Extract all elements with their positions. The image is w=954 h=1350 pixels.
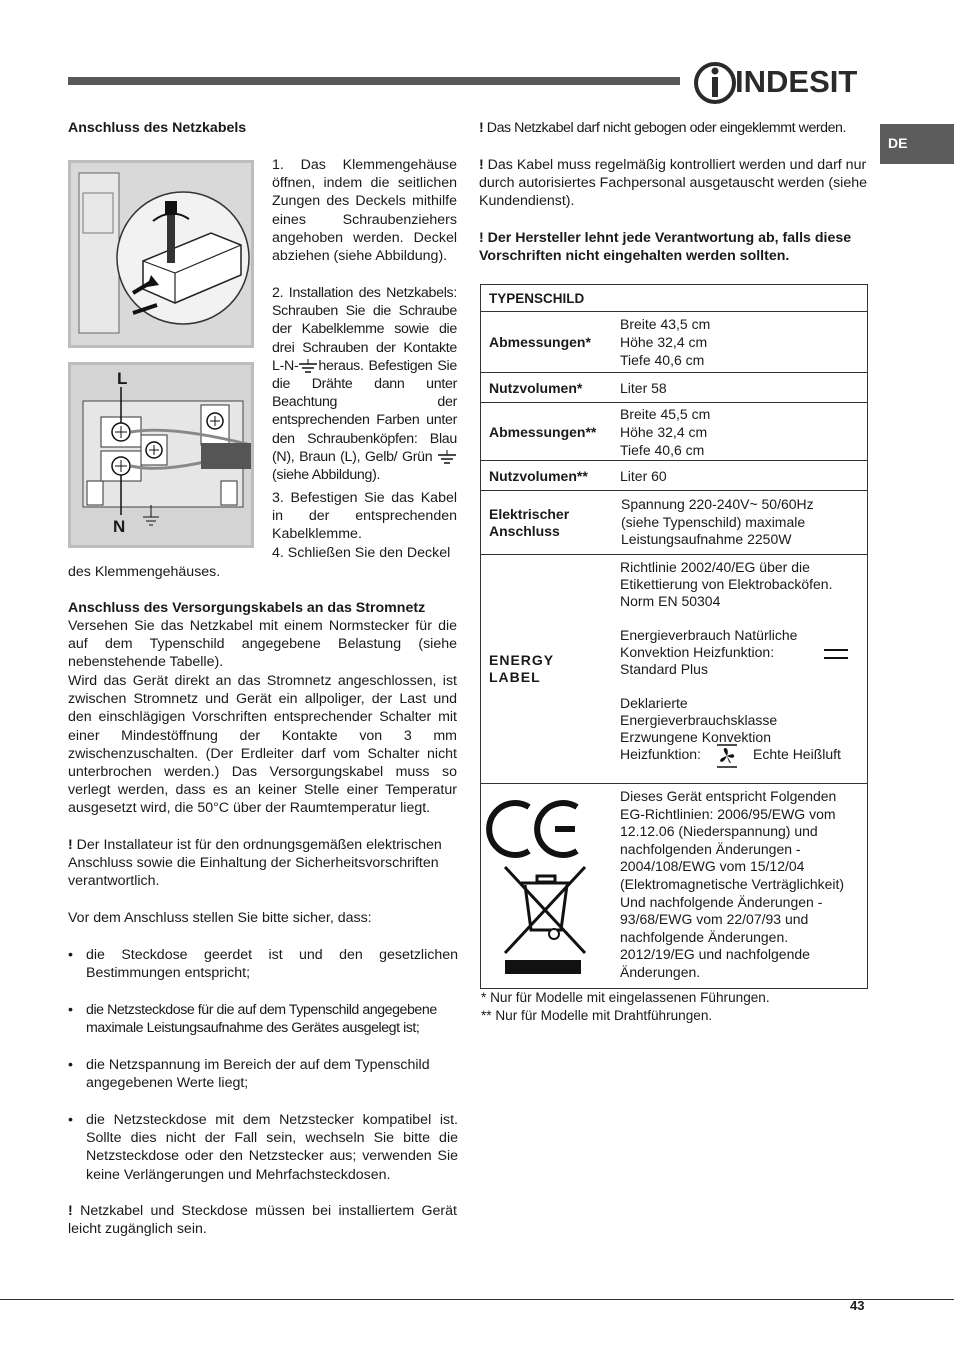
mains-para-2: Wird das Gerät direkt an das Stromnetz angeschlossen, ist zwischen Stromnetz und Gerät ein allpoliger, der Last und den einschlägigen Vorschriften entsprechender Schalter mit einer Mindestöffnung der Kontakte von 3 mm zwischenzuschalten. (Der Erdleiter darf vom Schalter nicht unterbrochen werden.) Das Versorgungskabel muss so verlegt werden, dass es an keiner Stelle einer Temperatur ausgesetzt wird, die 50°C über der Raumtemperatur liegt. [68, 673, 457, 817]
warning-mark: ! [68, 1203, 73, 1219]
list-item [68, 946, 458, 982]
cable-bend-warning-text: Das Netzkabel darf nicht gebogen oder eingeklemmt werden. [483, 120, 846, 136]
value-line: Liter 60 [620, 467, 667, 484]
footnote-2: ** Nur für Modelle mit Drahtführungen. [481, 1008, 713, 1023]
warning-mark: ! [479, 157, 484, 173]
footer-rule [0, 1299, 954, 1300]
compliance-symbols [481, 784, 621, 989]
bullet-icon: • [68, 1057, 73, 1073]
step-2-part1: 2. Installation des Netzkabels: Schrauben Sie die Schraube der Kabelklemme sowie die drei Schrauben der Kontakte L-N- [272, 285, 457, 374]
checklist-intro: Vor dem Anschluss stellen Sie bitte sicher, dass: [68, 910, 372, 926]
row-label-text: Elektrischer Anschluss [489, 505, 570, 539]
step-2-part2: heraus. Befestigen Sie die Drähte dann unter Beachtung der entsprechenden Farben unter den Schraubenköpfen: Blau (N), Braun (L), Gelb/ Grün [272, 357, 457, 465]
figure-terminal-box [68, 160, 254, 348]
value-line: Tiefe 40,6 cm [620, 352, 705, 368]
value-line: Höhe 32,4 cm [620, 423, 708, 440]
brand-wordmark: INDESIT [735, 64, 858, 99]
access-warning-text: Netzkabel und Steckdose müssen bei installiertem Gerät leicht zugänglich sein. [68, 1203, 457, 1238]
section-heading-mains: Anschluss des Versorgungskabels an das Stromnetz [68, 600, 426, 616]
footnote-1: * Nur für Modelle mit eingelassenen Führungen. [481, 990, 770, 1005]
table-row [481, 491, 868, 555]
value-line: Höhe 32,4 cm [620, 334, 708, 350]
cable-bend-warning [479, 119, 879, 137]
energy-label-value [620, 555, 868, 784]
list-item [68, 1111, 458, 1184]
language-tab: DE [880, 124, 954, 164]
row-value [620, 491, 868, 555]
list-item-text: die Netzspannung im Bereich der auf dem Typenschild angegebenen Werte liegt; [86, 1057, 430, 1092]
compliance-text-body: Dieses Gerät entspricht Folgenden EG-Richtlinien: 2006/95/EWG vom 12.12.06 (Niederspannung) und nachfolgenden Änderungen - 2004/108/EWG vom 15/12/04 (Elektromagnetische Verträglichkeit) Und nachfolgende Änderungen - 93/68/EWG vom 22/07/93 und nachfolgende Änderungen. 2012/19/EG und nachfolgende Änderungen. [620, 788, 845, 980]
energy-directive-text: Richtlinie 2002/40/EG über die Etikettierung von Elektrobacköfen. Norm EN 50304 [620, 559, 833, 609]
row-label: Abmessungen** [481, 403, 621, 461]
step-1-text: 1. Das Klemmengehäuse öffnen, indem die seitlichen Zungen des Deckels mithilfe eines Schraubenziehers angehoben werden. Deckel abziehen (siehe Abbildung). [272, 157, 457, 265]
step-3-text: 3. Befestigen Sie das Kabel in der entsprechenden Kabelklemme. [272, 490, 457, 543]
row-label: Nutzvolumen** [481, 461, 621, 491]
list-item-text: die Steckdose geerdet ist und den gesetzlichen Bestimmungen entspricht; [86, 947, 458, 982]
row-label [481, 491, 621, 555]
conventional-heating-icon [824, 647, 848, 659]
section-heading-cable: Anschluss des Netzkabels [68, 120, 247, 136]
row-label [481, 555, 621, 784]
liability-warning: ! Der Hersteller lehnt jede Verantwortung ab, falls diese Vorschriften nicht eingehalten werden sollten. [479, 230, 852, 265]
value-line: (siehe Typenschild) maximale [621, 513, 806, 530]
value-line: Breite 45,5 cm [620, 405, 711, 422]
rating-plate-table [480, 284, 868, 989]
compliance-row [481, 784, 868, 989]
table-row [481, 373, 868, 403]
step-2-part3: (siehe Abbildung). [272, 467, 381, 484]
row-label: Nutzvolumen* [481, 373, 621, 403]
row-value [620, 312, 868, 373]
row-label: Abmessungen* [481, 312, 621, 373]
access-warning [68, 1202, 457, 1238]
energy-forced-text: Deklarierte Energieverbrauchsklasse Erzwungene Konvektion Heizfunktion: [620, 695, 778, 762]
table-row [481, 403, 868, 461]
cable-check-warning-text: Das Kabel muss regelmäßig kontrolliert werden und darf nur durch autorisiertes Fachpersonal ausgetauscht werden (siehe Kundendienst). [479, 157, 868, 210]
warning-mark: ! [479, 120, 484, 136]
page-number: 43 [850, 1298, 865, 1313]
table-header-row [481, 285, 868, 312]
energy-forced-class: Echte Heißluft [753, 746, 841, 762]
value-line: Breite 43,5 cm [620, 316, 711, 332]
energy-natural-convection [620, 627, 820, 661]
list-item [68, 1001, 458, 1037]
step-4-text: 4. Schließen Sie den Deckel [272, 545, 451, 561]
list-item-text: die Netzsteckdose für die auf dem Typenschild angegebene maximale Leistungsaufnahme des Gerätes ausgelegt ist; [86, 1002, 437, 1037]
table-row [481, 312, 868, 373]
bullet-icon: • [68, 1002, 73, 1018]
value-line: Tiefe 40,6 cm [620, 441, 705, 458]
bullet-icon: • [68, 947, 73, 963]
installer-warning-text: Der Installateur ist für den ordnungsgemäßen elektrischen Anschluss sowie die Einhaltung der Sicherheitsvorschriften verantwortlich. [68, 837, 442, 890]
value-line: Liter 58 [620, 379, 667, 396]
label-N: N [113, 517, 126, 536]
energy-natural-text: Energieverbrauch Natürliche Konvektion Heizfunktion: [620, 627, 798, 660]
energy-forced-row [715, 746, 867, 768]
table-row [481, 461, 868, 491]
energy-label-row [481, 555, 868, 784]
fan-icon [717, 744, 737, 768]
step-2-text [272, 284, 457, 484]
table-header: TYPENSCHILD [481, 285, 868, 312]
list-item-text: die Netzsteckdose mit dem Netzstecker kompatibel ist. Sollte dies nicht der Fall sein, wechseln Sie bitte die Netzsteckdose oder den Netzstecker aus; verwenden Sie keine Verlängerungen und Mehrfachsteckdosen. [86, 1112, 458, 1183]
row-value [620, 403, 868, 461]
row-value [620, 461, 868, 491]
compliance-text [620, 784, 868, 989]
list-item [68, 1056, 458, 1092]
bullet-icon: • [68, 1112, 73, 1128]
installer-warning [68, 836, 457, 891]
ground-symbol-icon [298, 359, 318, 373]
label-L: L [117, 369, 128, 388]
ce-weee-icon [481, 785, 611, 985]
step-4-continued: des Klemmengehäuses. [68, 564, 221, 580]
header-bar [68, 77, 680, 85]
ground-symbol-icon [437, 450, 457, 464]
value-line: Leistungsaufnahme 2250W [621, 531, 792, 548]
warning-mark: ! [68, 837, 73, 853]
energy-label-title: ENERGY LABEL [489, 652, 554, 685]
energy-natural-class: Standard Plus [620, 661, 708, 677]
row-value [620, 373, 868, 403]
mains-para-1: Versehen Sie das Netzkabel mit einem Normstecker für die auf dem Typenschild angegebene Belastung (siehe nebenstehende Tabelle). [68, 618, 457, 671]
cable-check-warning [479, 156, 871, 211]
value-line: Spannung 220-240V~ 50/60Hz [621, 496, 814, 513]
figure-terminal-wiring [68, 362, 254, 548]
